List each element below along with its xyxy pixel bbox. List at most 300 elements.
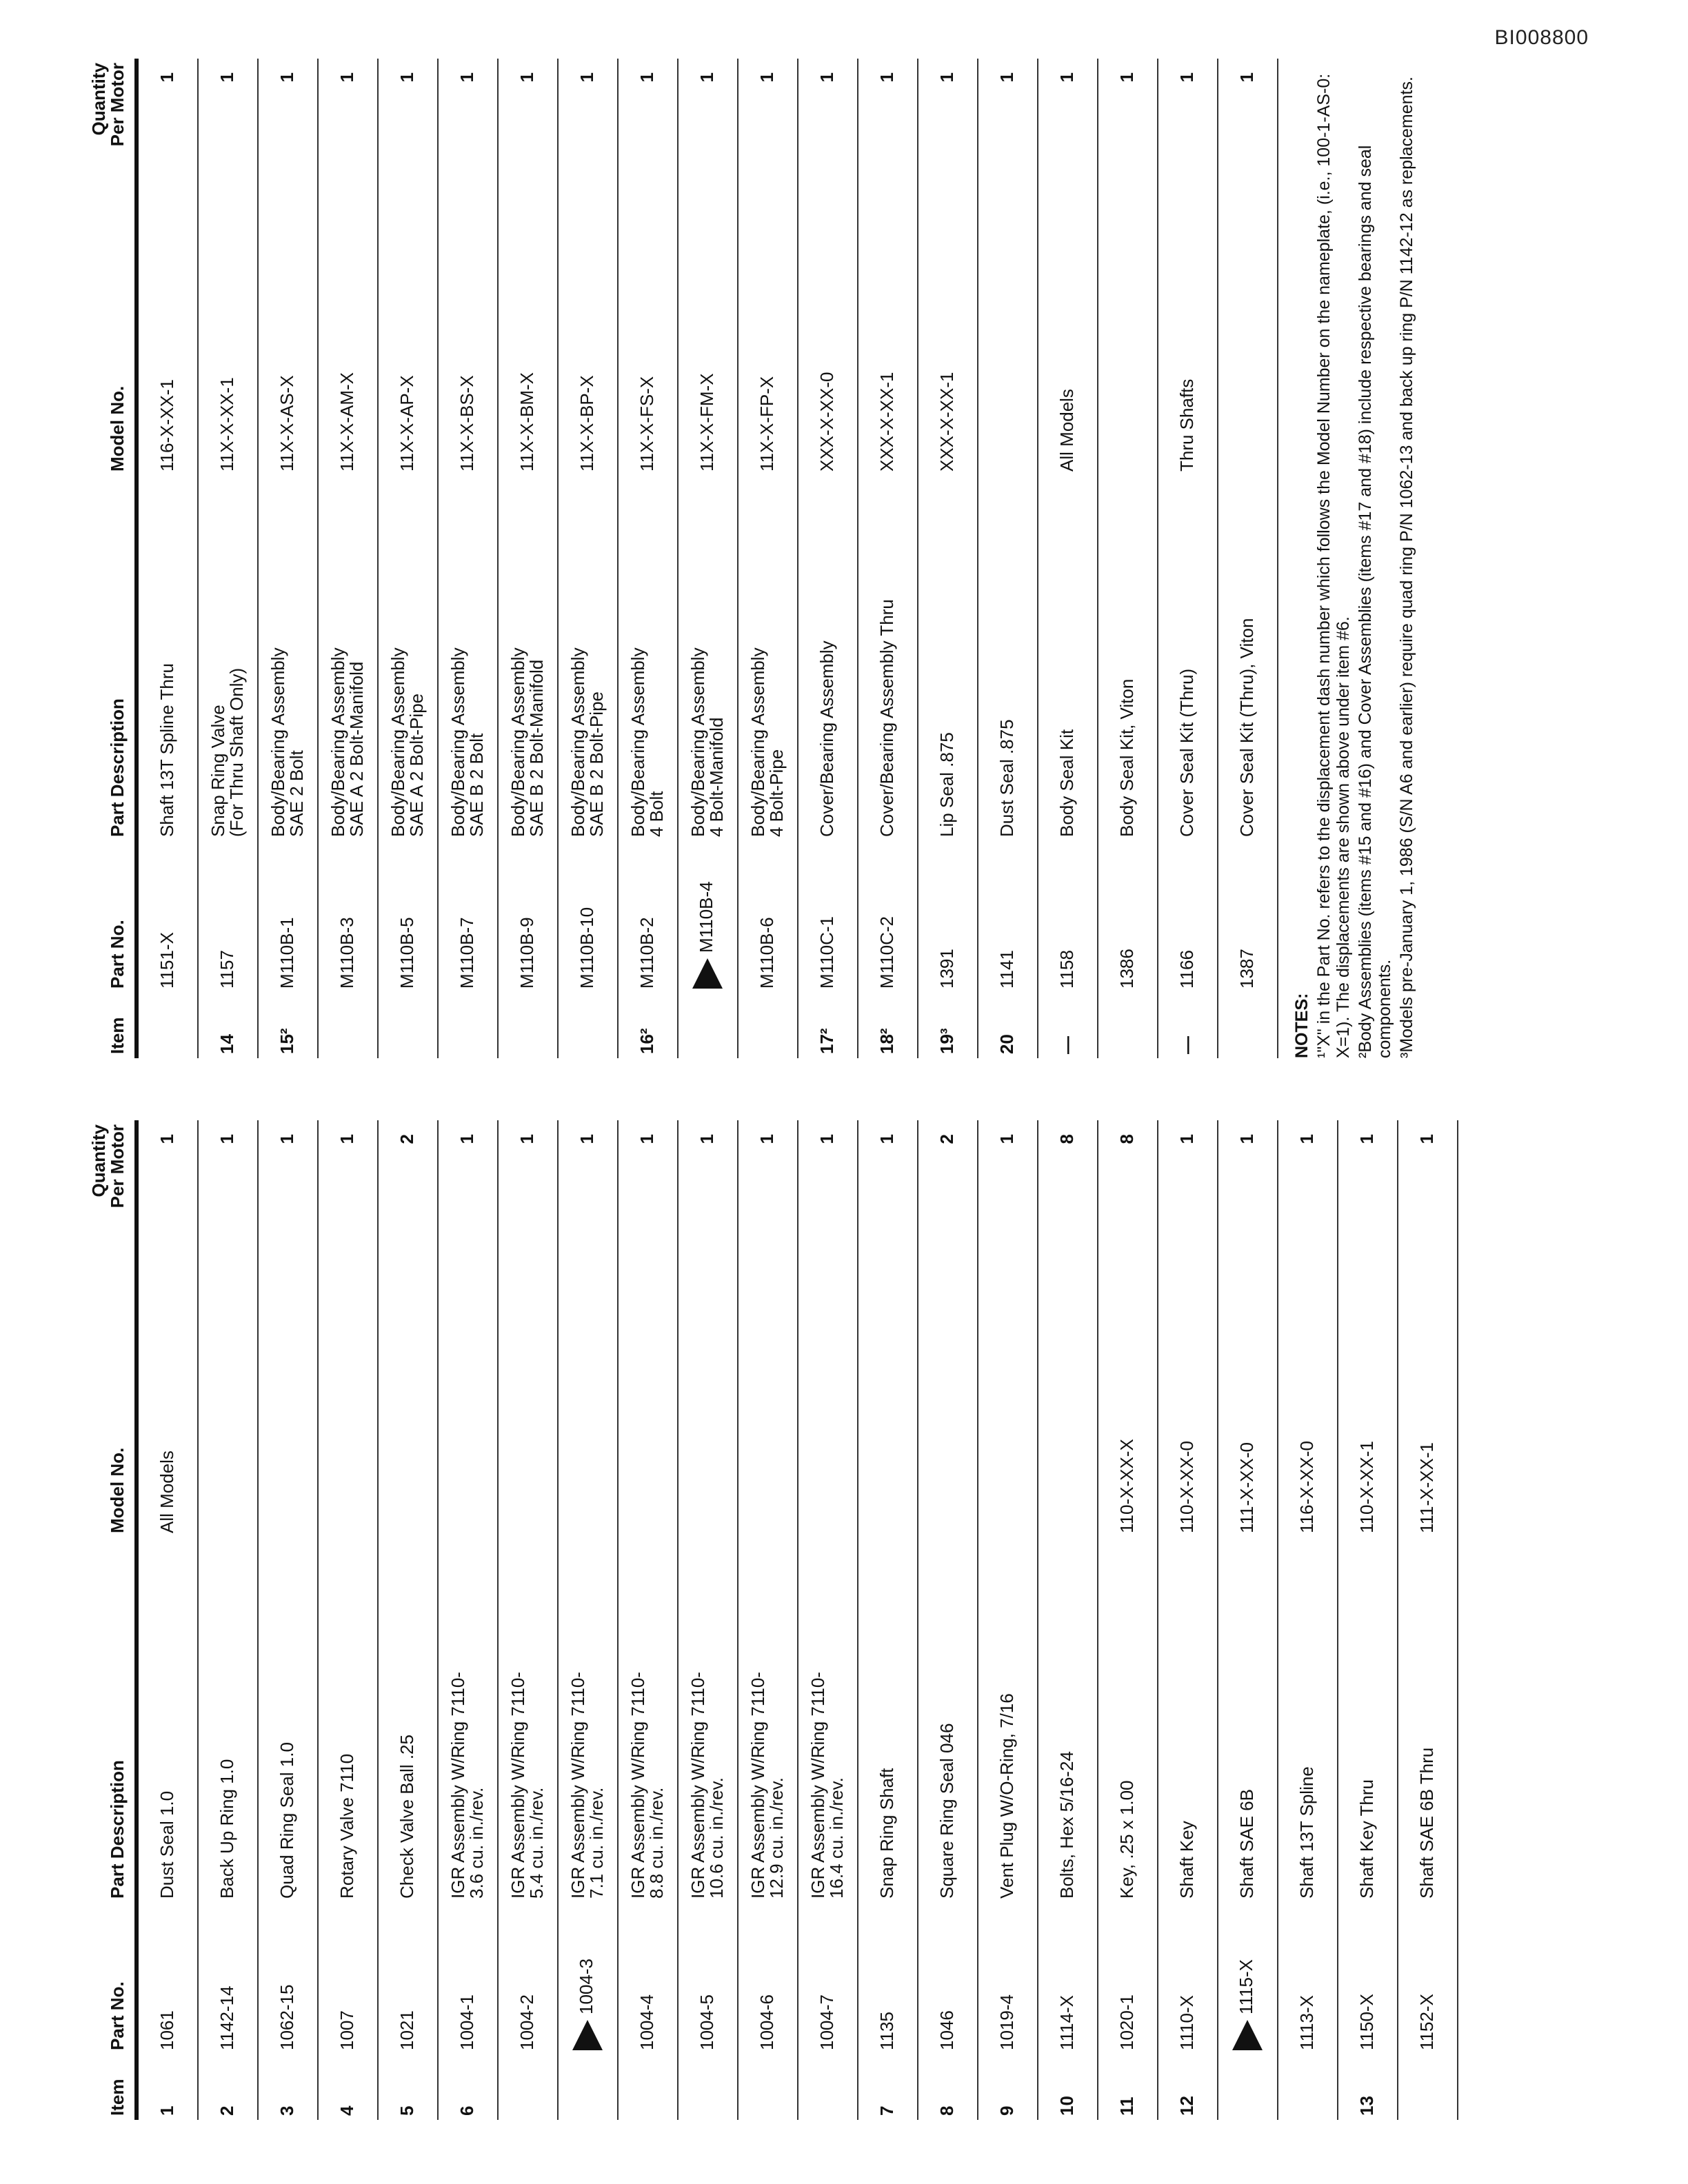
part-description [798,1537,858,1903]
part-description-line: Body/Bearing Assembly [747,647,768,837]
item-number [558,2054,618,2120]
part-description-line: Shaft SAE 6B Thru [1416,1747,1438,1899]
part-description [558,476,618,841]
part-description-line: Shaft SAE 6B [1236,1789,1258,1899]
part-description-line: Shaft Key [1176,1821,1198,1899]
part-description-line: Dust Seal .875 [996,719,1018,837]
part-description-line: SAE B 2 Bolt [466,733,488,837]
part-description-line: Body Seal Kit [1056,729,1078,837]
model-number [378,1282,438,1537]
part-number: 1158 [1056,950,1078,989]
part-number: 1141 [996,950,1018,989]
part-description [438,476,498,841]
table-row [198,59,258,1058]
part-number: M110B-5 [396,917,418,989]
table-row [498,1120,558,2120]
part-description-line: Body/Bearing Assembly [267,647,288,837]
quantity-per-motor: 1 [1098,59,1158,221]
part-number: M110B-4 [695,881,716,953]
quantity-per-motor: 1 [798,1120,858,1282]
item-number [678,993,738,1058]
part-number-cell [378,1903,438,2054]
table-row [1098,1120,1158,2120]
part-description [918,476,978,841]
table-row [738,59,798,1058]
model-number: 11X-X-BS-X [438,221,498,476]
item-number: 3 [258,2054,318,2120]
part-description [1038,476,1098,841]
part-number-cell [858,841,918,993]
part-description-line: 4 Bolt [646,791,667,837]
table-row [1158,59,1218,1058]
part-description [498,476,558,841]
quantity-per-motor: 1 [258,59,318,221]
item-number [137,993,198,1058]
part-description [978,1537,1038,1903]
part-number: 1021 [396,2010,418,2050]
quantity-per-motor: 1 [438,1120,498,1282]
model-number [978,1282,1038,1537]
model-number: XXX-X-XX-1 [858,221,918,476]
part-description-line: IGR Assembly W/Ring 7110- [807,1672,828,1899]
part-number: 1007 [336,2010,358,2050]
quantity-per-motor: 1 [1338,1120,1398,1282]
quantity-per-motor: 1 [198,59,258,221]
item-number: — [1038,993,1098,1058]
part-description [1278,1537,1338,1903]
part-description [137,476,198,841]
part-description [858,476,918,841]
part-description [198,1537,258,1903]
parts-table [90,59,1278,1058]
part-description-line: Square Ring Seal 046 [936,1723,958,1899]
part-description [678,476,738,841]
model-number: XXX-X-XX-1 [918,221,978,476]
table-row [378,59,438,1058]
model-number: 11X-X-AP-X [378,221,438,476]
part-description-line: 7.1 cu. in./rev. [586,1787,607,1899]
part-description [438,1537,498,1903]
model-number: 111-X-XX-1 [1398,1282,1458,1537]
part-description [738,1537,798,1903]
header-model-no: Model No. [107,385,128,472]
model-number: 11X-X-AM-X [318,221,378,476]
part-number-cell [1398,1903,1458,2054]
model-number [618,1282,678,1537]
part-number: 1113-X [1296,1995,1318,2050]
item-number [678,2054,738,2120]
table-row [858,59,918,1058]
quantity-per-motor: 1 [137,1120,198,1282]
part-number-cell [798,1903,858,2054]
table-row [858,1120,918,2120]
item-number [438,993,498,1058]
quantity-per-motor: 1 [678,59,738,221]
table-row [918,59,978,1058]
part-description [1218,476,1278,841]
item-number [378,993,438,1058]
part-description-line: Cover Seal Kit (Thru) [1176,668,1198,837]
header-part-no: Part No. [107,920,128,989]
part-number-cell [378,841,438,993]
part-description-line: Body/Bearing Assembly [567,647,588,837]
part-number: 1020-1 [1116,1994,1138,2050]
part-number-cell [318,1903,378,2054]
part-description-line: IGR Assembly W/Ring 7110- [567,1672,588,1899]
part-description-line: 4 Bolt-Pipe [766,749,787,837]
part-description-line: Rotary Valve 7110 [336,1753,358,1899]
model-number: 11X-X-FM-X [678,221,738,476]
part-number: M110B-2 [636,917,658,989]
part-number: 1004-6 [756,1994,778,2050]
part-description [318,1537,378,1903]
model-number [798,1282,858,1537]
part-description [258,476,318,841]
part-number-cell [678,1903,738,2054]
part-description-line: Quad Ring Seal 1.0 [277,1742,298,1899]
table-row [137,59,198,1058]
model-number: All Models [137,1282,198,1537]
part-description-line: Lip Seal .875 [936,732,958,837]
quantity-per-motor: 1 [1398,1120,1458,1282]
quantity-per-motor: 1 [738,59,798,221]
part-description [378,1537,438,1903]
item-number: 1 [137,2054,198,2120]
part-number-cell [1158,1903,1218,2054]
item-number: 5 [378,2054,438,2120]
table-row [258,1120,318,2120]
table-row [618,59,678,1058]
parts-table [90,1120,1458,2120]
table-row [258,59,318,1058]
part-description-line: SAE A 2 Bolt-Pipe [406,693,428,837]
parts-table-right [90,59,1607,1058]
part-number: 1019-4 [996,1994,1018,2050]
item-number: 6 [438,2054,498,2120]
part-number-cell [498,1903,558,2054]
part-description-line: Vent Plug W/O-Ring, 7/16 [996,1693,1018,1899]
model-number [678,1282,738,1537]
part-description [918,1537,978,1903]
model-number: Thru Shafts [1158,221,1218,476]
item-number: 7 [858,2054,918,2120]
part-description [318,476,378,841]
table-row [1218,59,1278,1058]
item-number [498,993,558,1058]
table-row [318,1120,378,2120]
part-description-line: Shaft Key Thru [1356,1779,1378,1899]
quantity-per-motor: 1 [1158,59,1218,221]
model-number [858,1282,918,1537]
note-2: ²Body Assemblies (items #15 and #16) and Cover Assemblies (items #17 and #18) include respective bearings and seal components. [1355,145,1394,1058]
part-number-cell [258,841,318,993]
model-number: 111-X-XX-0 [1218,1282,1278,1537]
part-number-cell [618,1903,678,2054]
header-part-description: Part Description [107,698,128,837]
part-number-cell [978,841,1038,993]
part-number: 1115-X [1235,1959,1256,2014]
model-number: 11X-X-BM-X [498,221,558,476]
part-description [738,476,798,841]
quantity-per-motor: 1 [498,59,558,221]
header-quantity-line2: Per Motor [107,1124,128,1209]
part-description-line: 4 Bolt-Manifold [706,717,727,837]
parts-table-left [90,1120,1607,2120]
quantity-per-motor: 1 [978,59,1038,221]
part-description-line: IGR Assembly W/Ring 7110- [687,1672,708,1899]
part-number: 1166 [1176,950,1198,989]
header-part-description: Part Description [107,1760,128,1899]
table-row [558,59,618,1058]
quantity-per-motor: 1 [258,1120,318,1282]
model-number [1218,221,1278,476]
model-number: 110-X-XX-0 [1158,1282,1218,1537]
part-number: M110B-7 [456,917,478,989]
item-number [1278,2054,1338,2120]
part-number: 1061 [157,2010,178,2050]
part-number-cell [1038,1903,1098,2054]
part-number: M110B-9 [516,917,538,989]
table-row [198,1120,258,2120]
part-description [1158,476,1218,841]
part-description [618,1537,678,1903]
model-number [1038,1282,1098,1537]
part-description-line: 8.8 cu. in./rev. [646,1787,667,1899]
quantity-per-motor: 1 [618,59,678,221]
item-number: 19³ [918,993,978,1058]
quantity-per-motor: 1 [318,59,378,221]
part-description [137,1537,198,1903]
model-number [738,1282,798,1537]
model-number [558,1282,618,1537]
part-description-line: Snap Ring Shaft [876,1768,898,1899]
note-1: ¹"X" in the Part No. refers to the displacement dash number which follows the Model Number on the nameplate, (i.e., 100-1-AS-0: X=1). The displacements are shown above under item #6. [1314,73,1353,1058]
quantity-per-motor: 1 [137,59,198,221]
item-number: — [1158,993,1218,1058]
part-description [498,1537,558,1903]
table-row [1158,1120,1218,2120]
part-description [618,476,678,841]
part-description-line: Back Up Ring 1.0 [217,1759,238,1899]
part-number: 1004-5 [696,1994,718,2050]
header-part-no: Part No. [107,1981,128,2050]
model-number [318,1282,378,1537]
part-description-line: IGR Assembly W/Ring 7110- [627,1672,648,1899]
part-number-cell [918,1903,978,2054]
item-number: 11 [1098,2054,1158,2120]
header-model-no: Model No. [107,1447,128,1533]
quantity-per-motor: 1 [738,1120,798,1282]
part-description [378,476,438,841]
table-row [678,59,738,1058]
part-description-line: Body Seal Kit, Viton [1116,678,1138,837]
pointer-arrow-icon [572,2020,603,2050]
model-number: 11X-X-AS-X [258,221,318,476]
part-description-line: Body/Bearing Assembly [507,647,528,837]
quantity-per-motor: 2 [918,1120,978,1282]
part-description-line: 12.9 cu. in./rev. [766,1777,787,1899]
part-number-cell [137,841,198,993]
parts-list-sheet [90,52,1607,2120]
part-number: 1157 [217,950,238,989]
parts-table-body [137,1120,1458,2120]
part-description-line: 3.6 cu. in./rev. [466,1787,488,1899]
model-number: 11X-X-FS-X [618,221,678,476]
part-number-cell [318,841,378,993]
part-number: 1150-X [1356,1994,1378,2050]
part-description-line: Cover Seal Kit (Thru), Viton [1236,618,1258,837]
model-number: 110-X-XX-1 [1338,1282,1398,1537]
part-number: M110B-10 [576,907,598,989]
part-description [1098,476,1158,841]
table-row [978,59,1038,1058]
part-description-line: Body/Bearing Assembly [447,647,468,837]
quantity-per-motor: 1 [858,1120,918,1282]
part-description-line: 10.6 cu. in./rev. [706,1777,727,1899]
model-number [918,1282,978,1537]
part-description [1038,1537,1098,1903]
table-row [618,1120,678,2120]
document-id: BI008800 [1494,26,1589,49]
table-row [318,59,378,1058]
table-row [798,1120,858,2120]
quantity-per-motor: 1 [1278,1120,1338,1282]
item-number: 20 [978,993,1038,1058]
note-3: ³Models pre-January 1, 1986 (S/N A6 and earlier) require quad ring P/N 1062-13 and back up ring P/N 1142-12 as replacements. [1396,77,1416,1058]
part-description-line: Bolts, Hex 5/16-24 [1056,1751,1078,1899]
part-description-line: IGR Assembly W/Ring 7110- [507,1672,528,1899]
quantity-per-motor: 1 [678,1120,738,1282]
part-description [198,476,258,841]
table-row [1398,1120,1458,2120]
part-description [258,1537,318,1903]
part-description-line: IGR Assembly W/Ring 7110- [447,1672,468,1899]
quantity-per-motor: 1 [438,59,498,221]
parts-table-body [137,59,1278,1058]
quantity-per-motor: 1 [318,1120,378,1282]
model-number: 11X-X-XX-1 [198,221,258,476]
quantity-per-motor: 1 [378,59,438,221]
part-number-cell [198,841,258,993]
model-number: 110-X-XX-X [1098,1282,1158,1537]
table-row [1098,59,1158,1058]
table-row [738,1120,798,2120]
item-number: 10 [1038,2054,1098,2120]
part-description [1158,1537,1218,1903]
part-number: 1062-15 [277,1984,298,2050]
part-description-line: Shaft 13T Spline [1296,1766,1318,1899]
quantity-per-motor: 1 [1158,1120,1218,1282]
part-number-cell [137,1903,198,2054]
part-number-cell [1218,1903,1278,2054]
part-description-line: Body/Bearing Assembly [387,647,408,837]
part-description [558,1537,618,1903]
part-number: M110B-3 [336,917,358,989]
part-number-cell [1218,841,1278,993]
part-description-line: Key, .25 x 1.00 [1116,1780,1138,1899]
part-number-cell [258,1903,318,2054]
quantity-per-motor: 1 [978,1120,1038,1282]
header-quantity [90,1120,134,1282]
quantity-per-motor: 1 [498,1120,558,1282]
model-number: XXX-X-XX-0 [798,221,858,476]
part-number-cell [498,841,558,993]
model-number [498,1282,558,1537]
part-number: M110B-6 [756,917,778,989]
model-number: 116-X-XX-1 [137,221,198,476]
part-number-cell [1038,841,1098,993]
item-number: 18² [858,993,918,1058]
part-description-line: SAE B 2 Bolt-Pipe [586,691,607,837]
part-number-cell [918,841,978,993]
part-description [798,476,858,841]
part-number-cell [558,1903,618,2054]
quantity-per-motor: 1 [918,59,978,221]
table-row [378,1120,438,2120]
part-number: 1110-X [1176,1995,1198,2050]
quantity-per-motor: 1 [1038,59,1098,221]
model-number [1098,221,1158,476]
quantity-per-motor: 1 [858,59,918,221]
item-number: 2 [198,2054,258,2120]
part-number: 1391 [936,949,958,989]
pointer-arrow-icon [1232,2020,1263,2050]
part-description-line: Body/Bearing Assembly [627,647,648,837]
quantity-per-motor: 1 [1218,59,1278,221]
part-number-cell [558,841,618,993]
part-number: 1386 [1116,949,1138,989]
item-number [1398,2054,1458,2120]
part-description-line: Snap Ring Valve [207,705,228,837]
model-number [258,1282,318,1537]
quantity-per-motor: 1 [618,1120,678,1282]
header-quantity-line1: Quantity [88,63,109,136]
part-number: M110C-2 [876,916,898,989]
table-row [438,59,498,1058]
part-description-line: (For Thru Shaft Only) [226,667,248,837]
part-description-line: Cover/Bearing Assembly Thru [876,599,898,837]
model-number: 11X-X-FP-X [738,221,798,476]
header-quantity-line2: Per Motor [107,63,128,147]
part-description [858,1537,918,1903]
part-description [1098,1537,1158,1903]
model-number: All Models [1038,221,1098,476]
item-number [738,993,798,1058]
part-number-cell [198,1903,258,2054]
item-number: 12 [1158,2054,1218,2120]
part-description-line: 16.4 cu. in./rev. [826,1777,847,1899]
item-number: 8 [918,2054,978,2120]
table-row [1218,1120,1278,2120]
table-row [1338,1120,1398,2120]
header-item: Item [107,2079,128,2116]
part-description-line: 5.4 cu. in./rev. [526,1787,547,1899]
part-number: M110C-1 [816,916,838,989]
quantity-per-motor: 8 [1098,1120,1158,1282]
part-description-line: SAE 2 Bolt [286,750,308,837]
part-description-line: Body/Bearing Assembly [687,647,708,837]
part-number: 1387 [1236,949,1258,989]
part-number-cell [618,841,678,993]
part-number: M110B-1 [277,917,298,989]
table-row [978,1120,1038,2120]
part-description-line: Dust Seal 1.0 [157,1790,178,1899]
item-number [618,2054,678,2120]
item-number [318,993,378,1058]
item-number [1218,2054,1278,2120]
table-row [798,59,858,1058]
part-number-cell [1338,1903,1398,2054]
